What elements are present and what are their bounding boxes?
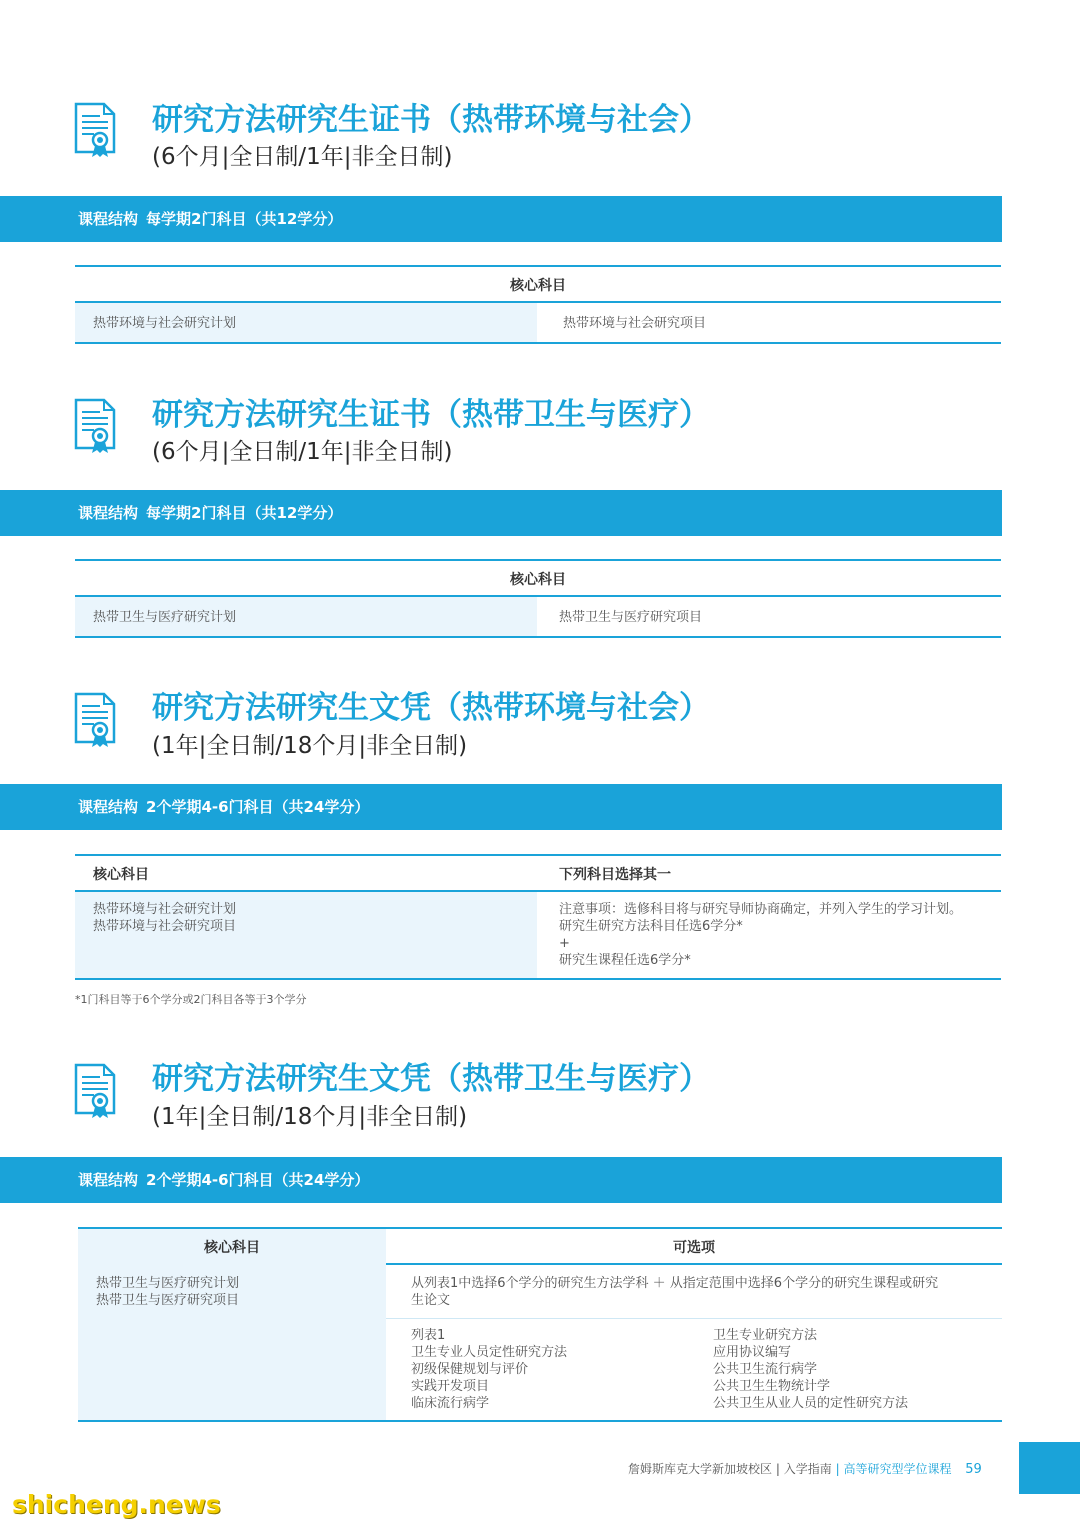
footer-separator: |: [775, 1462, 780, 1476]
table-header-core: 核心科目: [204, 1240, 260, 1256]
section-subtitle: (1年|全日制/18个月|非全日制): [152, 1104, 468, 1130]
certificate-icon: [74, 690, 116, 748]
table-cell-left: [93, 901, 236, 935]
table-header-options: 可选项: [673, 1240, 715, 1256]
list-item: 列表1: [411, 1328, 446, 1343]
list-item: 实践开发项目: [411, 1379, 490, 1394]
table-rule: [75, 636, 1001, 638]
list-item: 公共卫生流行病学: [713, 1362, 818, 1377]
table-cell-right: 热带卫生与医疗研究项目: [559, 610, 703, 625]
course-table: [75, 559, 1001, 639]
table-cell-left: 热带环境与社会研究计划: [93, 316, 237, 331]
table-rule: [75, 978, 1001, 980]
option-line: 生论文: [411, 1293, 451, 1308]
course-table: [75, 265, 1001, 345]
list-item: 公共卫生从业人员的定性研究方法: [713, 1396, 909, 1411]
course-table: [75, 854, 1001, 984]
course-structure-band: [0, 490, 1002, 536]
footer-category: 高等研究型学位课程: [843, 1462, 952, 1476]
page-number: 59: [965, 1462, 982, 1477]
core-subject: 热带环境与社会研究计划: [93, 902, 237, 917]
table-cell-right: 热带环境与社会研究项目: [563, 316, 707, 331]
list-item: 初级保健规划与评价: [411, 1362, 529, 1377]
elective-note: 注意事项：选修科目将与研究导师协商确定，并列入学生的学习计划。: [559, 902, 963, 917]
course-structure-band: [0, 196, 1002, 242]
footer-university: 詹姆斯库克大学新加坡校区: [628, 1462, 773, 1476]
section-title: 研究方法研究生证书（热带卫生与医疗）: [152, 397, 710, 433]
table-cell-right: [559, 901, 962, 969]
section-title: 研究方法研究生文凭（热带卫生与医疗）: [152, 1061, 710, 1097]
band-detail: 每学期2门科目（共12学分）: [146, 504, 343, 522]
certificate-icon: [74, 100, 116, 158]
band-detail: 2个学期4-6门科目（共24学分）: [146, 1171, 370, 1189]
table-cell-left: 热带卫生与医疗研究计划: [93, 610, 237, 625]
table-rule: [75, 342, 1001, 344]
list-one: [411, 1327, 567, 1412]
table-header-choice: 下列科目选择其一: [559, 867, 671, 883]
course-table: [78, 1227, 1002, 1425]
page-footer: [628, 1460, 982, 1477]
elective-item: 研究生研究方法科目任选6学分*: [559, 919, 743, 934]
table-rule: [75, 265, 1001, 267]
option-line: 从列表1中选择6个学分的研究生方法学科 ＋ 从指定范围中选择6个学分的研究生课程或研究: [411, 1276, 939, 1291]
table-cell-bg: [78, 1229, 386, 1420]
watermark: shicheng.news: [12, 1490, 221, 1519]
footnote: *1门科目等于6个学分或2门科目各等于3个学分: [75, 993, 307, 1006]
course-structure-band: [0, 1157, 1002, 1203]
certificate-icon: [74, 1061, 116, 1119]
table-rule: [75, 559, 1001, 561]
elective-plus: +: [559, 936, 570, 951]
table-header-core: 核心科目: [510, 572, 566, 588]
band-detail: 每学期2门科目（共12学分）: [146, 210, 343, 228]
section-title: 研究方法研究生文凭（热带环境与社会）: [152, 690, 710, 726]
core-subject: 热带卫生与医疗研究项目: [96, 1293, 240, 1308]
section-subtitle: (6个月|全日制/1年|非全日制): [152, 439, 453, 465]
table-cell-left: [96, 1275, 239, 1309]
band-label: 课程结构: [78, 798, 139, 816]
course-structure-band: [0, 784, 1002, 830]
table-header-core: 核心科目: [93, 867, 149, 883]
list-item: 应用协议编写: [713, 1345, 792, 1360]
list-item: 卫生专业人员定性研究方法: [411, 1345, 568, 1360]
table-rule: [386, 1263, 1002, 1265]
certificate-icon: [74, 396, 116, 454]
list-item: 临床流行病学: [411, 1396, 490, 1411]
core-subject: 热带卫生与医疗研究计划: [96, 1276, 240, 1291]
section-subtitle: (6个月|全日制/1年|非全日制): [152, 144, 453, 170]
list-item: 公共卫生生物统计学: [713, 1379, 831, 1394]
elective-item: 研究生课程任选6学分*: [559, 953, 691, 968]
list-item: 卫生专业研究方法: [713, 1328, 818, 1343]
section-title: 研究方法研究生证书（热带环境与社会）: [152, 102, 710, 138]
list-two: [713, 1327, 908, 1412]
band-label: 课程结构: [78, 504, 139, 522]
section-subtitle: (1年|全日制/18个月|非全日制): [152, 733, 468, 759]
band-label: 课程结构: [78, 210, 139, 228]
table-header-core: 核心科目: [510, 278, 566, 294]
footer-separator: |: [835, 1462, 840, 1476]
table-rule: [78, 1420, 1002, 1422]
band-detail: 2个学期4-6门科目（共24学分）: [146, 798, 370, 816]
footer-guide: 入学指南: [783, 1462, 832, 1476]
table-rule: [75, 854, 1001, 856]
core-subject: 热带环境与社会研究项目: [93, 919, 237, 934]
page-edge-tab: [1019, 1442, 1080, 1494]
table-rule: [386, 1318, 1002, 1319]
option-description: [411, 1275, 938, 1309]
band-label: 课程结构: [78, 1171, 139, 1189]
